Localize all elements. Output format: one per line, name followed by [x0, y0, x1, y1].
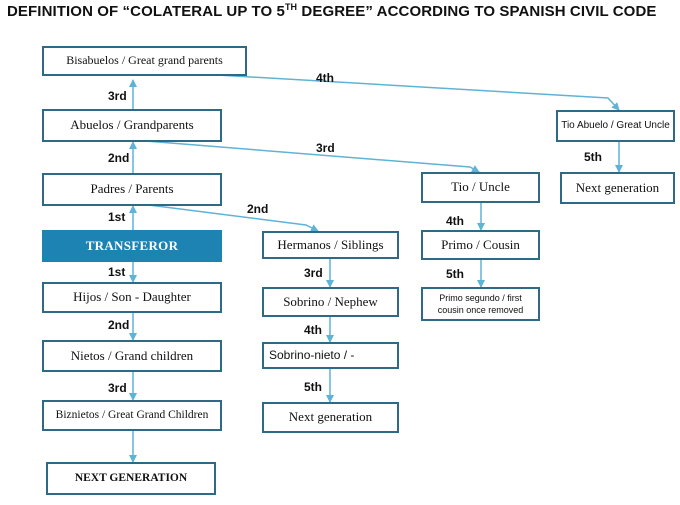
box-sobrino: Sobrino / Nephew — [262, 287, 399, 317]
box-nietos: Nietos / Grand children — [42, 340, 222, 372]
box-bisabuelos: Bisabuelos / Great grand parents — [42, 46, 247, 76]
box-next-generation-great-uncle: Next generation — [560, 172, 675, 204]
degree-label: 2nd — [108, 318, 130, 332]
box-primo-segundo: Primo segundo / first cousin once removed — [421, 287, 540, 321]
degree-label: 3rd — [316, 141, 335, 155]
degree-label: 5th — [446, 267, 464, 281]
box-next-generation-siblings: Next generation — [262, 402, 399, 433]
page-title: DEFINITION OF “COLATERAL UP TO 5TH DEGREE” ACCORDING TO SPANISH CIVIL CODE — [7, 2, 657, 20]
box-hermanos: Hermanos / Siblings — [262, 231, 399, 259]
edge-bisabuelos-tio-abuelo — [133, 70, 619, 110]
degree-label: 2nd — [247, 202, 269, 216]
box-transferor: TRANSFEROR — [42, 230, 222, 262]
degree-label: 5th — [304, 380, 322, 394]
degree-label: 2nd — [108, 151, 130, 165]
box-biznietos: Biznietos / Great Grand Children — [42, 400, 222, 431]
box-tio: Tio / Uncle — [421, 172, 540, 203]
box-hijos: Hijos / Son - Daughter — [42, 282, 222, 313]
degree-label: 5th — [584, 150, 602, 164]
box-sobrino-nieto: Sobrino-nieto / - — [262, 342, 399, 369]
degree-label: 1st — [108, 210, 126, 224]
box-primo: Primo / Cousin — [421, 230, 540, 260]
degree-label: 4th — [316, 71, 334, 85]
box-tio-abuelo: Tio Abuelo / Great Uncle — [556, 110, 675, 142]
degree-label: 3rd — [304, 266, 323, 280]
edge-padres-hermanos — [133, 203, 318, 231]
box-abuelos: Abuelos / Grandparents — [42, 109, 222, 142]
degree-label: 4th — [304, 323, 322, 337]
edge-abuelos-tio — [133, 140, 479, 172]
box-next-generation-upper: NEXT GENERATION — [46, 462, 216, 495]
box-padres: Padres / Parents — [42, 173, 222, 206]
degree-label: 3rd — [108, 381, 127, 395]
degree-label: 1st — [108, 265, 126, 279]
degree-label: 3rd — [108, 89, 127, 103]
degree-label: 4th — [446, 214, 464, 228]
